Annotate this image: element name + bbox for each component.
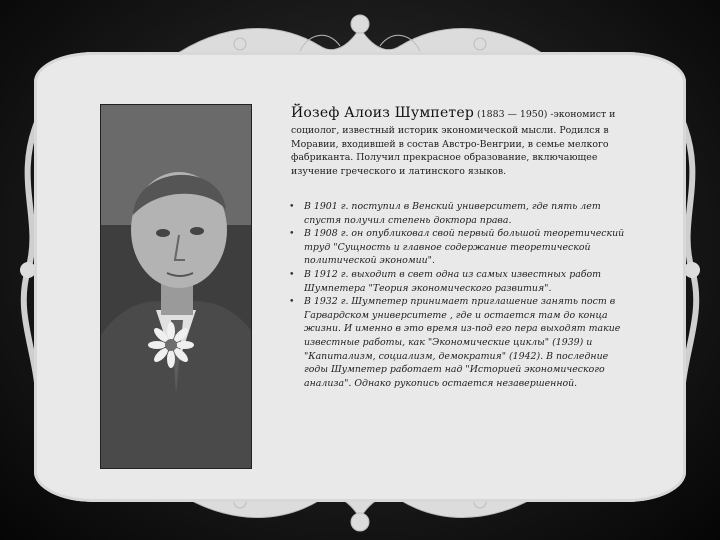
heading-line: [291, 104, 634, 124]
biography-text: [291, 104, 634, 390]
bullet-list: [291, 200, 634, 390]
list-item: • В 1908 г. он опубликовал свой первый большой теоретический труд "Сущность и главное содержание теоретической политической экономии".: [291, 227, 634, 268]
list-item: • В 1901 г. поступил в Венский университет, где пять лет спустя получил степень доктора права.: [291, 200, 634, 227]
list-item: • В 1932 г. Шумпетер принимает приглашение занять пост в Гарвардском университете , где и остается там до конца жизни. И именно в это время из-под его пера выходят такие известные работы, как "Экономические циклы" (1939) и "Капитализм, социализм, демократия" (1942). В последние годы Шумпетер работает над "Историей экономического анализа". Однако рукопись остается незавершенной.: [291, 295, 634, 390]
person-name: Йозеф Алоиз Шумпетер: [291, 105, 475, 121]
portrait-photo: [100, 104, 252, 469]
flower-boutonniere-icon: [148, 322, 194, 368]
portrait-illustration: [101, 105, 251, 468]
intro-paragraph: социолог, известный историк экономической мысли. Родился в Моравии, входившей в состав Австро-Венгрии, в семье мелкого фабриканта. Получил прекрасное образование, включающее изучение греческого и латинского языков.: [291, 125, 609, 177]
list-item: • В 1912 г. выходит в свет одна из самых известных работ Шумпетера "Теория экономического развития".: [291, 268, 634, 295]
heading-rest: (1883 — 1950) -экономист и: [474, 109, 616, 120]
